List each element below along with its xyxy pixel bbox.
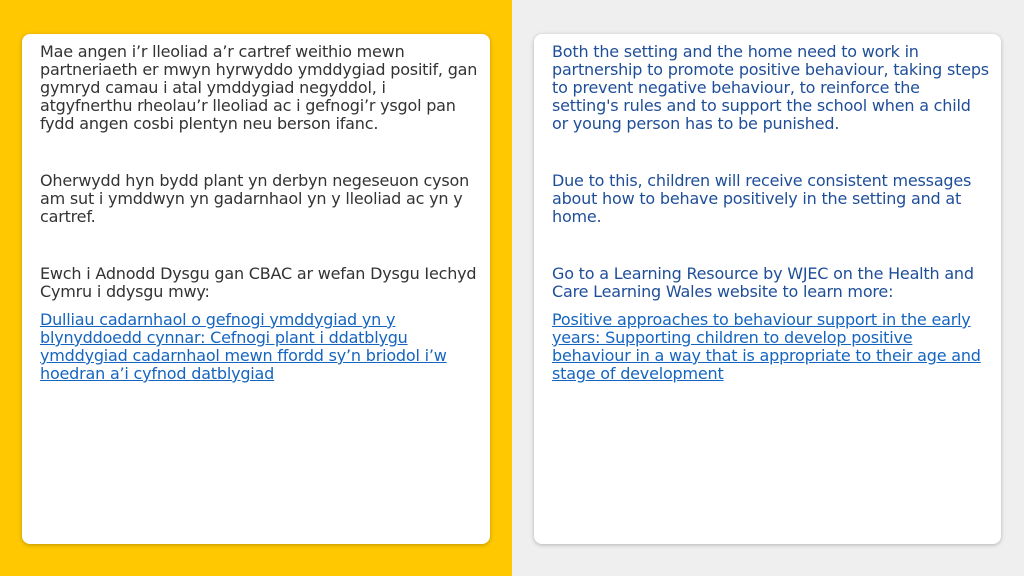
english-paragraph-2: Due to this, children will receive consistent messages about how to behave positively in the setting and at home. — [552, 171, 972, 226]
english-resource-link[interactable]: Positive approaches to behaviour support in the early years: Supporting children to develop positive behaviour in a way that is appropriate to their age and stage of development — [552, 310, 981, 383]
welsh-text-card — [22, 34, 490, 544]
english-paragraph-1: Both the setting and the home need to work in partnership to promote positive behaviour, taking steps to prevent negative behaviour, to reinforce the setting's rules and to support the school when a child or young person has to be punished. — [552, 42, 989, 133]
welsh-paragraph-2: Oherwydd hyn bydd plant yn derbyn negeseuon cyson am sut i ymddwyn yn gadarnhaol yn y lleoliad ac yn y cartref. — [40, 171, 470, 226]
english-paragraph-3: Go to a Learning Resource by WJEC on the Health and Care Learning Wales website to learn more: — [552, 264, 974, 301]
welsh-resource-link[interactable]: Dulliau cadarnhaol o gefnogi ymddygiad yn y blynyddoedd cynnar: Cefnogi plant i ddatblygu ymddygiad cadarnhaol mewn ffordd sy’n briodol i’w hoedran a’i cyfnod datblygiad — [40, 310, 447, 383]
english-text-card — [534, 34, 1001, 544]
welsh-paragraph-1: Mae angen i’r lleoliad a’r cartref weithio mewn partneriaeth er mwyn hyrwyddo ymddygiad positif, gan gymryd camau i atal ymddygiad negyddol, i atgyfnerthu rheolau’r lleoliad ac i gefnogi’r ysgol pan fydd angen cosbi plentyn neu berson ifanc. — [40, 42, 478, 133]
welsh-paragraph-3: Ewch i Adnodd Dysgu gan CBAC ar wefan Dysgu Iechyd Cymru i ddysgu mwy: — [40, 264, 477, 301]
